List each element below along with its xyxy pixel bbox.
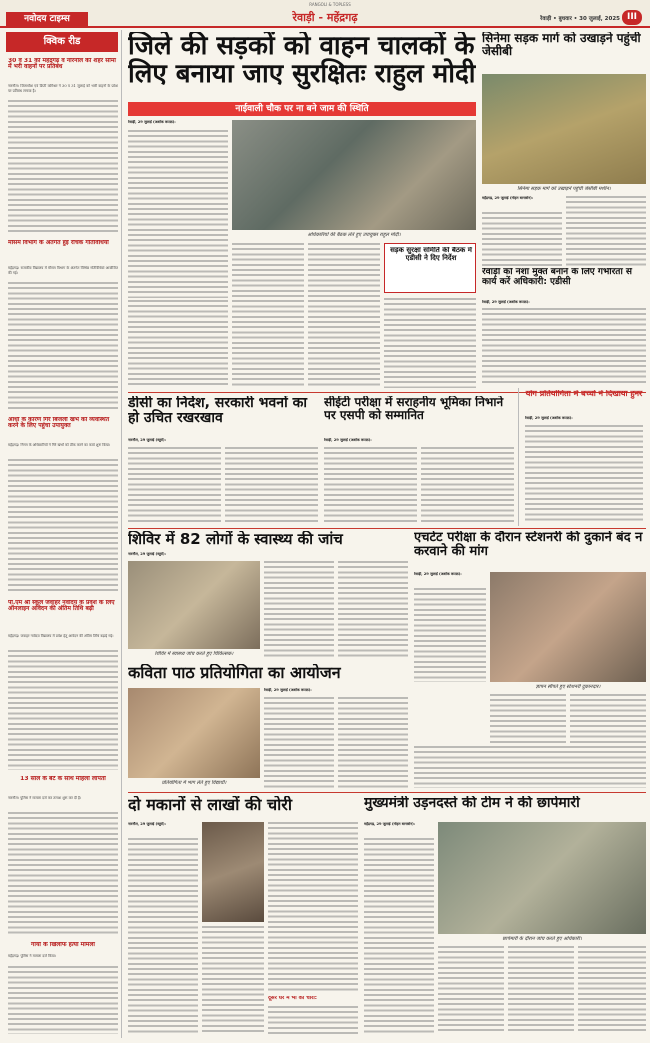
cinema-text-col-1: [482, 212, 562, 266]
theft-photo: [202, 822, 264, 922]
lead-dateline: रेवाड़ी, 29 जुलाई (अशोक कपाठ):: [128, 120, 176, 124]
theft-subhead: दूसरे घर में भी की चोरी:: [268, 996, 317, 1001]
divider-health: [128, 528, 646, 529]
raid-headline: मुख्यमंत्री उड़नदस्ते की टीम ने की छापेमारी: [364, 796, 580, 811]
masthead-logo: नवोदय टाइम्स: [6, 12, 88, 26]
quick-read-item-3-title: आंधी के कारण गिरे बिजली खंभे को व्यवस्थित करने के लिए पहुंचा उपायुक्त: [8, 417, 110, 430]
quick-read-item-6-text: [8, 966, 118, 1034]
theft-text-col-3: [268, 822, 358, 992]
cet-headline: सीईटी परीक्षा में सराहनीय भूमिका निभाने पर एसपी को सम्मानित: [324, 396, 504, 422]
drugs-dateline: रेवाड़ी, 29 जुलाई (अशोक कपाठ):: [482, 300, 530, 304]
lead-text-col-1: [128, 130, 228, 298]
poetry-dateline: रेवाड़ी, 29 जुलाई (अशोक कपाठ):: [264, 688, 312, 692]
health-text-col-1: [264, 561, 334, 659]
lead-headline: जिले की सड़कों को वाहन चालकों के लिए बनाया जाए सुरक्षितः राहुल मोदी: [128, 32, 476, 90]
yoga-text: [525, 425, 643, 523]
stationery-text-col-3: [570, 694, 646, 744]
quick-read-item-1-title: 30 व 31 को महेंद्रगढ़ व नारनौल की शहर सीमा में भरी वाहनों पर प्रतिबंध: [8, 58, 116, 71]
quick-read-item-4-body: महेंद्रगढ़। जवाहर नवोदय विद्यालय में प्रवेश हेतु आवेदन की अंतिम तिथि बढ़ाई गई।: [8, 634, 114, 638]
drugs-headline: रेवाड़ी को नशा मुक्त बनाने के लिए गंभीरता से कार्य करें अधिकारी: एडीसी: [482, 268, 632, 287]
lead-text-col-2: [232, 243, 304, 388]
theft-text-col-2: [202, 926, 264, 1034]
dc-headline: डीसी का निर्देश, सरकारी भवनों का हो उचित रखरखाव: [128, 396, 307, 427]
lead-pull-quote: सड़क सुरक्षा समिति की बैठक में एडीसी ने दिए निर्देश: [390, 247, 472, 262]
poetry-headline: कविता पाठ प्रतियोगिता का आयोजन: [128, 664, 341, 682]
theft-text-col-1: [128, 838, 198, 1034]
masthead-top-small: RANGOLI & TOPLESS: [309, 2, 351, 7]
lead-text-col-4: [384, 298, 476, 388]
stationery-dateline: रेवाड़ी, 29 जुलाई (अशोक कपाठ):: [414, 572, 462, 576]
poetry-photo-caption: प्रतियोगिता में भाग लेते हुए विद्यार्थी।: [161, 780, 227, 786]
lead-photo-caption: अधिकारियों की बैठक लेते हुए उपायुक्त राहुल मोदी।: [307, 232, 401, 238]
quick-read-item-3-body: महेंद्रगढ़। निगम के अधिकारियों ने गिरे खंभों को ठीक करने का कार्य शुरू किया।: [8, 443, 111, 447]
stationery-photo: [490, 572, 646, 682]
quick-read-item-4-title: पी.एम श्री स्कूल जवाहर नवोदय के प्रवेश के लिए ऑनलाइन आवेदन की अंतिम तिथि बढ़ी: [8, 600, 115, 613]
health-dateline: नारनौल, 29 जुलाई (ब्यूरो):: [128, 552, 166, 556]
cet-dateline: रेवाड़ी, 29 जुलाई (अशोक कपाठ):: [324, 438, 372, 442]
drugs-text: [482, 308, 646, 386]
quick-read-item-5-text: [8, 812, 118, 937]
quick-read-item-4-text: [8, 650, 118, 770]
cinema-text-col-2: [566, 196, 646, 266]
raid-text-col-4: [578, 946, 646, 1034]
raid-photo-caption: छापेमारी के दौरान जांच करते हुए अधिकारी।: [502, 936, 582, 942]
stationery-text-lower: [414, 746, 646, 788]
cet-text-col-1: [324, 447, 417, 525]
health-text-col-2: [338, 561, 408, 659]
masthead-section: रेवाड़ी - महेंद्रगढ़: [292, 11, 358, 24]
quick-read-item-5-body: नारनौल। पुलिस ने मामला दर्ज कर तलाश शुरू कर दी है।: [8, 796, 82, 800]
dc-text-col-1: [128, 447, 221, 525]
lead-pull-quote-box: [384, 243, 476, 293]
lead-text-col-1b: [128, 300, 228, 388]
lead-text-col-3: [308, 243, 380, 388]
poetry-photo: [128, 688, 260, 778]
quick-read-label: क्विक रीड: [6, 32, 118, 52]
theft-dateline: नारनौल, 29 जुलाई (ब्यूरो):: [128, 822, 166, 826]
quick-read-item-2-text: [8, 282, 118, 412]
stationery-photo-caption: ज्ञापन सौंपते हुए स्टेशनरी दुकानदार।: [535, 684, 601, 690]
cinema-headline: सिनेमा सड़क मार्ग को उखाड़ने पहुंची जेसीबी: [482, 32, 641, 58]
quick-read-item-2-title: मौसम विभाग के अंतर्गत हुई रोचक गतिविधियां: [8, 240, 109, 246]
raid-photo: [438, 822, 646, 934]
poetry-text-col-2: [338, 697, 408, 789]
quick-read-item-3-text: [8, 459, 118, 594]
cinema-photo: [482, 74, 646, 184]
health-photo-caption: शिविर में स्वास्थ्य जांच करते हुए चिकित्सक।: [154, 651, 234, 657]
poetry-text-col-1: [264, 697, 334, 789]
quick-read-item-2-body: महेंद्रगढ़। राजकीय विद्यालय में मौसम विभाग के अंतर्गत विभिन्न गतिविधियां आयोजित की गई।: [8, 266, 118, 276]
lead-photo: [232, 120, 476, 230]
quick-read-item-6-body: महेंद्रगढ़। पुलिस ने मामला दर्ज किया।: [8, 954, 57, 958]
quick-read-column: [4, 30, 122, 1038]
dc-dateline: नारनौल, 29 जुलाई (ब्यूरो):: [128, 438, 166, 442]
theft-text-col-4: [268, 1006, 358, 1034]
quick-read-item-5-title: 13 साल के बेटे के साथ महिला लापता: [20, 776, 106, 782]
yoga-dateline: रेवाड़ी, 29 जुलाई (अशोक कपाठ):: [525, 416, 573, 420]
quick-read-item-1-text: [8, 100, 118, 235]
theft-headline: दो मकानों से लाखों की चोरी: [128, 796, 292, 814]
divider-theft: [128, 792, 646, 793]
stationery-headline: एचटेट परीक्षा के दौरान स्टेशनरी की दुकानें बंद न करवाने की मांग: [414, 531, 643, 560]
page-number-badge: III: [622, 10, 642, 25]
quick-read-item-6-title: गायों के खिलाफ हत्या मामला: [31, 942, 95, 948]
cinema-photo-caption: सिनेमा सड़क मार्ग को उखाड़ने पहुंची जेसीबी मशीन।: [517, 186, 611, 192]
stationery-text-col-2: [490, 694, 566, 744]
dc-text-col-2: [225, 447, 318, 525]
cinema-dateline: महेंद्रगढ़, 29 जुलाई (मोहन बानासेन):: [482, 196, 534, 200]
masthead-date: रेवाड़ी • बुधवार • 30 जुलाई, 2025: [540, 16, 620, 22]
lead-subhead: नाईवाली चौक पर ना बने जाम की स्थिति: [128, 102, 476, 116]
stationery-text-col-1: [414, 588, 486, 682]
raid-text-col-3: [508, 946, 574, 1034]
raid-dateline: महेंद्रगढ़, 29 जुलाई (मोहन बानासेन):: [364, 822, 416, 826]
yoga-headline: योग प्रतियोगिता में बच्चों ने दिखाया हुनर: [525, 390, 643, 398]
cet-text-col-2: [421, 447, 514, 525]
yoga-box: [518, 388, 646, 526]
masthead: [0, 0, 650, 28]
health-headline: शिविर में 82 लोगों के स्वास्थ्य की जांच: [128, 531, 343, 548]
quick-read-item-1-body: नारनौल। जिलाधीश एवं डिप्टी कमिश्नर ने 30 व 31 जुलाई को भारी वाहनों के प्रवेश पर प्रतिबंध लगाया है।: [8, 84, 118, 94]
raid-text-col-2: [438, 946, 504, 1034]
health-photo: [128, 561, 260, 649]
raid-text-col-1: [364, 838, 434, 1034]
